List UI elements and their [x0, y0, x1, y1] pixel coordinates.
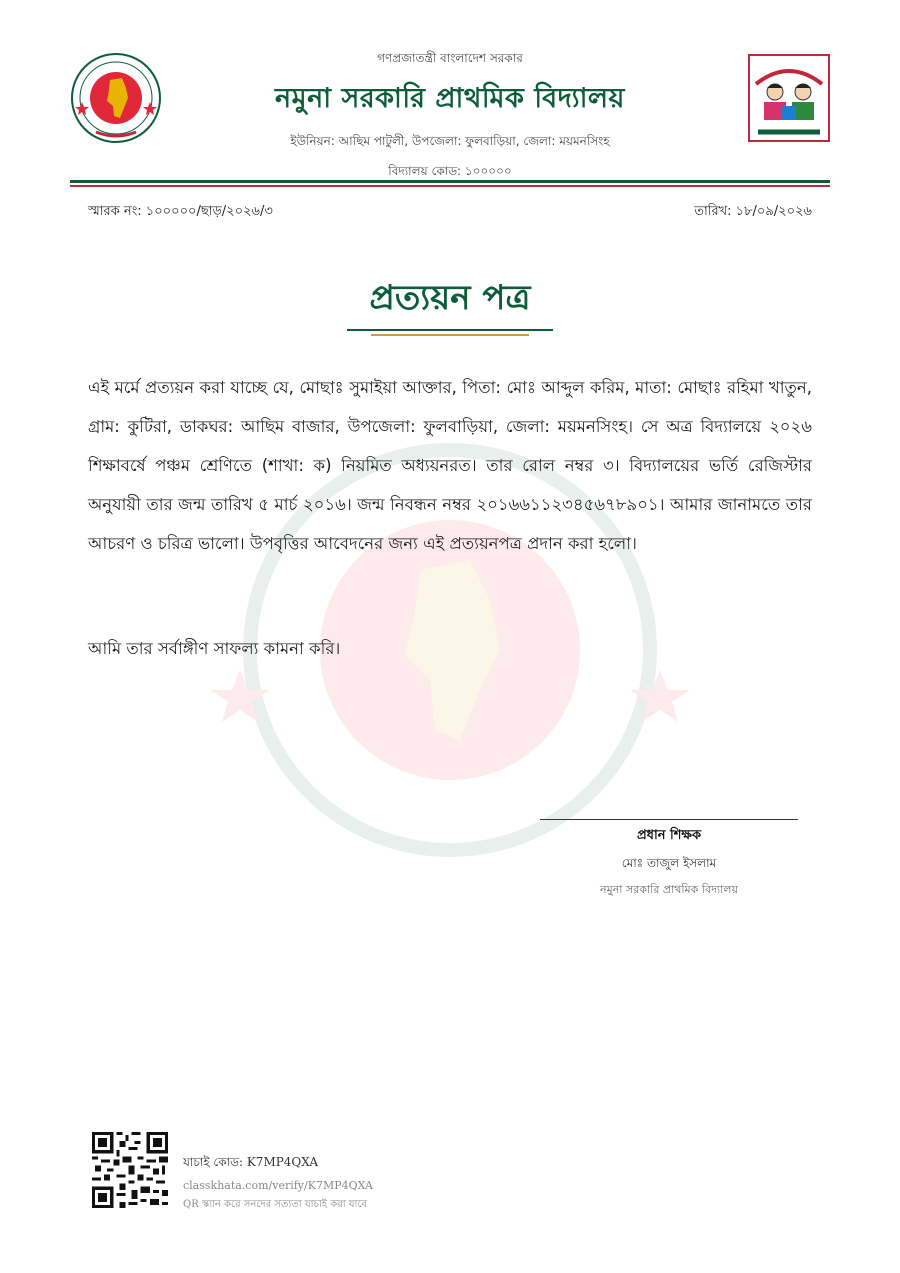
school-name: নমুনা সরকারি প্রাথমিক বিদ্যালয়: [275, 83, 625, 114]
title-wrap: [0, 272, 900, 329]
government-seal-icon: [70, 52, 162, 144]
signatory-name: মোঃ তাজুল ইসলাম: [621, 856, 717, 870]
verification-block: [183, 1154, 373, 1214]
title-underline-gold: [371, 334, 529, 336]
certificate-body: এই মর্মে প্রত্যয়ন করা যাচ্ছে যে, মোছাঃ সুমাইয়া আক্তার, পিতা: মোঃ আব্দুল করিম, মাতা: মোছাঃ রহিমা খাতুন, গ্রাম: কুটিরা, ডাকঘর: আছিম বাজার, উপজেলা: ফুলবাড়িয়া, জেলা: ময়মনসিংহ। সে অত্র বিদ্যালয়ে ২০২৬ শিক্ষাবর্ষে পঞ্চম শ্রেণিতে (শাখা: ক) নিয়মিত অধ্যয়নরত। তার রোল নম্বর ৩। বিদ্যালয়ের ভর্তি রেজিস্টার অনুযায়ী তার জন্ম তারিখ ৫ মার্চ ২০১৬। জন্ম নিবন্ধন নম্বর ২০১৬৬১১২৩৪৫৬৭৮৯০১। আমার জানামতে তার আচরণ ও চরিত্র ভালো। উপবৃত্তির আবেদনের জন্য এই প্রত্যয়নপত্র প্রদান করা হলো।: [88, 378, 812, 553]
closing-wish: আমি তার সর্বাঙ্গীণ সাফল্য কামনা করি।: [88, 639, 341, 658]
signature-block: [540, 826, 798, 900]
government-name: গণপ্রজাতন্ত্রী বাংলাদেশ সরকার: [377, 51, 523, 65]
title-underline-green: [347, 329, 553, 331]
qr-code-icon[interactable]: [92, 1132, 168, 1208]
primary-education-logo-icon: [748, 54, 830, 142]
header-rule-green: [70, 180, 830, 183]
certificate-title: প্রত্যয়ন পত্র: [369, 278, 531, 318]
school-code: বিদ্যালয় কোড: ১০০০০০: [388, 164, 512, 178]
verification-url[interactable]: classkhata.com/verify/K7MP4QXA: [183, 1179, 374, 1192]
memo-number: স্মারক নং: ১০০০০০/ছাড়/২০২৬/৩: [88, 204, 273, 219]
signatory-school: নমুনা সরকারি প্রাথমিক বিদ্যালয়: [600, 883, 738, 896]
verification-code: যাচাই কোড: K7MP4QXA: [183, 1155, 319, 1169]
issue-date: তারিখ: ১৮/০৯/২০২৬: [694, 204, 812, 219]
header-rule-red: [70, 185, 830, 187]
letterhead: [70, 40, 830, 180]
school-address: ইউনিয়ন: আছিম পাটুলী, উপজেলা: ফুলবাড়িয়া, জেলা: ময়মনসিংহ: [290, 134, 610, 148]
verification-note: QR স্ক্যান করে সনদের সত্যতা যাচাই করা যাবে: [183, 1199, 368, 1210]
signatory-role: প্রধান শিক্ষক: [636, 828, 702, 843]
letterhead-text: [180, 40, 720, 183]
signature-line: [540, 819, 798, 820]
